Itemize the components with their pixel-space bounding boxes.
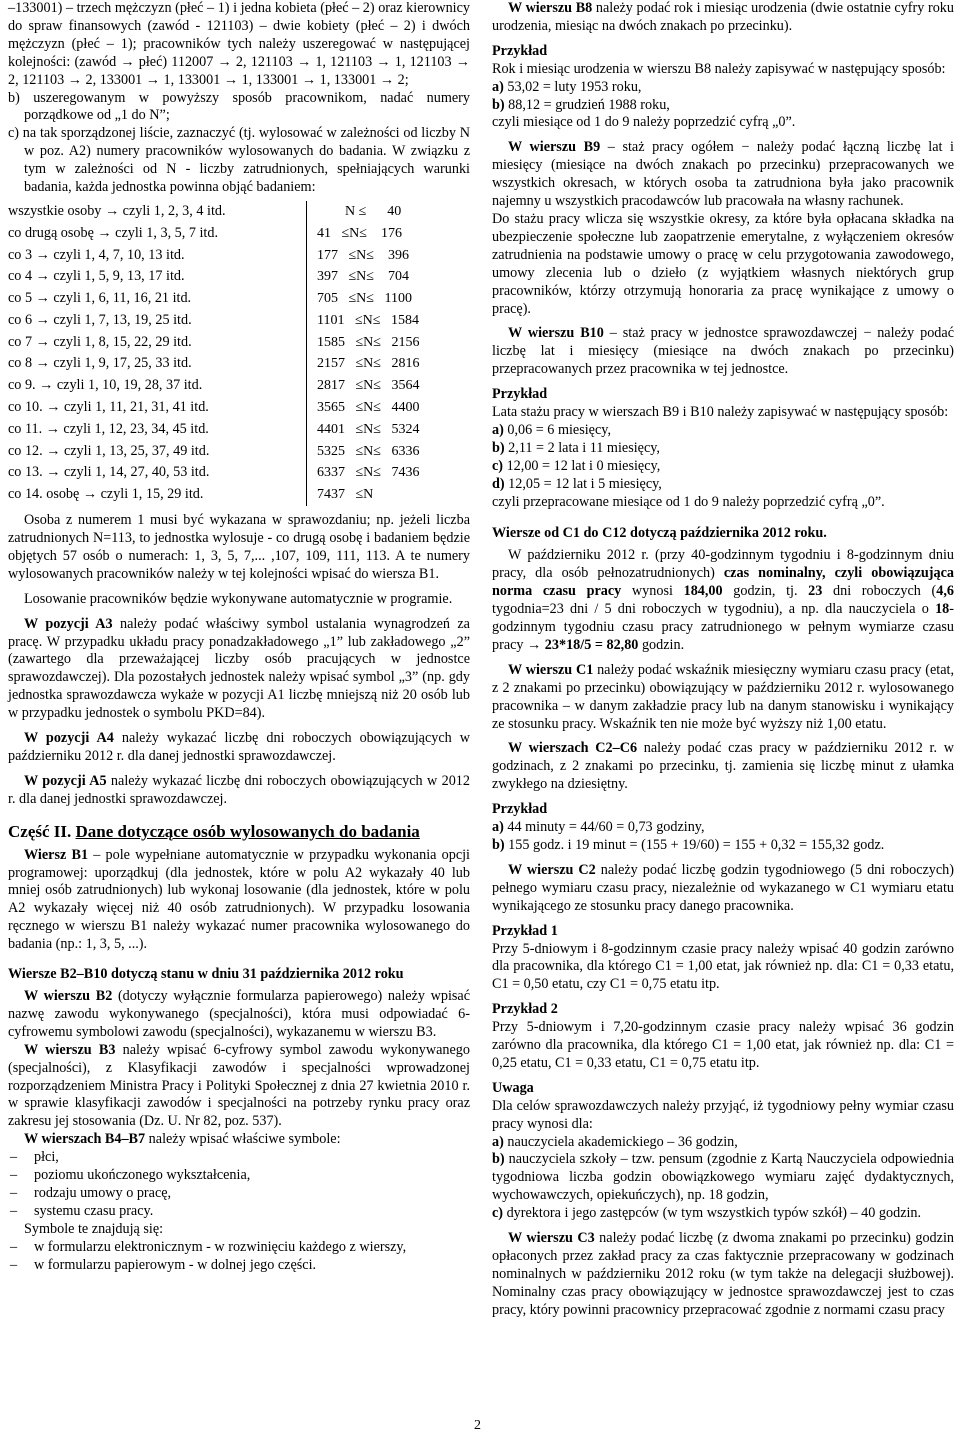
b10-example-list xyxy=(492,422,954,494)
c-intro xyxy=(492,547,954,654)
c2c6-example-b-text: 155 godz. i 19 minut = (155 + 19/60) = 155 + 0,32 = 155,32 godz. xyxy=(504,836,885,853)
c3-paragraph xyxy=(492,1230,954,1320)
item-c: c) na tak sporządzonej liście, zaznaczyć (tj. wylosować w zależności od liczby N w poz. A2) numery pracowników wylosowanych do badania. W związku z tym w zależności od N - liczby zatrudnionych, spełniających warunki badania, każda jednostka powinna objąć badaniem: xyxy=(8,125,470,196)
pos-a3-text: należy podać właściwy symbol ustalania wynagrodzeń za pracę. W przypadku układu pracy ponadzakładowego „1” lub zakładowego „2” (zawartego dla przeważającej liczby osób pracujących w jednostce sprawozdawczej). Dla pozostałych jednostek należy wpisać symbol „3” (np. gdy jednostka sprawozdawcza wykaże w pozycji A1 liczbę mniejszą niż 20 osób lub w przypadku jednostek o symbolu PKD=84). xyxy=(8,615,470,722)
b9-paragraph xyxy=(492,139,954,211)
pos-a4-paragraph xyxy=(8,730,470,766)
c-intro-j: 18 xyxy=(935,601,950,618)
list-item-text: 2,11 = 2 lata i 11 miesięcy, xyxy=(504,439,660,456)
b9-paragraph-2: Do stażu pracy wlicza się wszystkie okresy, za które była opłacana składka na ubezpieczenie społeczne lub zaopatrzenie emerytalne, z wyłączeniem okresów zatrudnienia na podstawie umowy o pracę w celu przygotowania zawodowego, umowy zlecenia lub o dzieło (z wyjątkiem własnych niektórych grup pracowników, którzy otrzymują honoraria za pracę wynikające z umowy o pracę). xyxy=(492,210,954,317)
b3-label: W wierszu B3 xyxy=(24,1041,116,1058)
right-column xyxy=(492,0,954,1320)
employee-count-range: 5325 ≤N≤ 6336 xyxy=(307,441,467,463)
intro-paragraph: –133001) – trzech mężczyzn (płeć – 1) i jedna kobieta (płeć – 2) oraz kierownicy do spraw finansowych (zawód - 121103) – dwie kobiety (płeć – 2) i dwóch mężczyzn (płeć – 1); pracowników tych należy uszeregować w następującej kolejności: (zawód → płeć) 112007 → 2, 121103 → 1, 121103 → 1, 121103 → 2, 121103 → 2, 133001 → 1, 133001 → 1, 133001 → 1, 133001 → 2; xyxy=(8,0,470,88)
b4b7-paragraph xyxy=(8,1131,470,1149)
employee-count-range: 397 ≤N≤ 704 xyxy=(307,266,467,288)
b4b7-text: należy wpisać właściwe symbole: xyxy=(145,1131,341,1148)
b10-label: W wierszu B10 xyxy=(508,325,604,342)
note-b-label: b) xyxy=(492,1151,505,1168)
c2c6-example-a-label: a) xyxy=(492,819,504,836)
list-item xyxy=(492,440,954,458)
list-item-text: 12,00 = 12 lat i 0 miesięcy, xyxy=(503,457,661,474)
c2c6-example-b xyxy=(492,837,954,855)
list-item: – w formularzu elektronicznym - w rozwinięciu każdego z wierszy, xyxy=(8,1239,470,1257)
b2b10-heading: Wiersze B2–B10 dotyczą stanu w dniu 31 października 2012 roku xyxy=(8,966,404,983)
b8-example-b xyxy=(492,97,954,115)
page-number: 2 xyxy=(474,1418,481,1433)
table-row xyxy=(8,375,466,397)
sampling-rule: wszystkie osoby → czyli 1, 2, 3, 4 itd. xyxy=(8,202,226,219)
pos-a4-label: W pozycji A4 xyxy=(24,730,114,747)
c3-text: należy podać liczbę (z dwoma znakami po przecinku) godzin opłaconych przez zakład pracy za czas faktycznie przepracowany w godzinach nominalnych w październiku 2012 roku (w tym także na delegacji służbowej). Nominalny czas pracy obowiązujący w jednostce sprawozdawczej jest to czas pracy, który powinni pracownicy przepracować zgodnie z normami czasu pracy xyxy=(492,1230,954,1318)
table-row xyxy=(8,484,466,506)
c2-text: należy podać liczbę godzin tygodniowego (5 dni roboczych) pełnego wymiaru czasu pracy, niezależnie od wykazanego w C1 wymiaru etatu wynikającego ze stosunku pracy danego pracownika. xyxy=(492,861,954,914)
list-item: – rodzaju umowy o pracę, xyxy=(8,1185,470,1203)
pos-a5-text: należy wykazać liczbę dni roboczych obowiązujących w 2012 r. dla danej jednostki sprawozdawczej. xyxy=(8,772,470,807)
c-intro-b: czas nominalny, czyli obowiązująca norma czasu pracy xyxy=(492,565,954,600)
pos-a5-paragraph xyxy=(8,773,470,809)
b9-text: – staż pracy ogółem − należy podać łączną liczbę lat i miesięcy (miesiące na dwóch znakach po przecinku) przepracowanych we wszystkich okresach, w których osoba ta zatrudniona była jako pracownik najemny u wszystkich pracodawców lub pracowała na własny rachunek. xyxy=(492,139,955,210)
b10-paragraph xyxy=(492,325,954,379)
note-a-text: nauczyciela akademickiego – 36 godzin, xyxy=(503,1133,738,1150)
list-item: – w formularzu papierowym - w dolnej jego części. xyxy=(8,1257,470,1275)
list-item: – płci, xyxy=(8,1149,470,1167)
employee-count-range: 7437 ≤N xyxy=(307,484,467,506)
c2c6-example-a xyxy=(492,819,954,837)
c1-paragraph xyxy=(492,662,954,734)
c2c6-example-label: Przykład xyxy=(492,801,548,818)
list-item-label: d) xyxy=(492,475,505,492)
c-intro-m: godzin. xyxy=(638,636,685,653)
example-2-text: Przy 5-dniowym i 7,20-godzinnym czasie pracy należy wpisać 36 godzin zarówno dla pracownika, dla którego C1 = 1,00 etat, jak również np. dla: C1 = 0,25 etatu, C1 = 0,33 etatu, C1 = 0,75 etatu itp. xyxy=(492,1019,954,1071)
part2-prefix: Część II. xyxy=(8,821,72,841)
sampling-rule: co 14. osobę → czyli 1, 15, 29 itd. xyxy=(8,486,204,503)
employee-count-range: 3565 ≤N≤ 4400 xyxy=(307,397,467,419)
sampling-rule: co drugą osobę → czyli 1, 3, 5, 7 itd. xyxy=(8,224,219,241)
b8-example-b-text: 88,12 = grudzień 1988 roku, xyxy=(504,96,670,113)
list-item: – poziomu ukończonego wykształcenia, xyxy=(8,1167,470,1185)
c1-label: W wierszu C1 xyxy=(508,661,594,678)
c2c6-label: W wierszach C2–C6 xyxy=(508,740,638,757)
sampling-rule: co 3 → czyli 1, 4, 7, 10, 13 itd. xyxy=(8,246,185,263)
list-item xyxy=(492,422,954,440)
b2-text: (dotyczy wyłącznie formularza papierowego) należy wpisać nazwę zawodu wykonywanego (specjalności), która musi odpowiadać 6-cyfrowemu symbolowi zawodu (specjalności), wykazanemu w wierszu B3. xyxy=(8,987,470,1040)
b4b7-list xyxy=(8,1149,470,1221)
table-row xyxy=(8,463,466,485)
c2-label: W wierszu C2 xyxy=(508,861,596,878)
sampling-rule: co 7 → czyli 1, 8, 15, 22, 29 itd. xyxy=(8,333,192,350)
employee-count-range: 705 ≤N≤ 1100 xyxy=(307,288,467,310)
sampling-rule: co 4 → czyli 1, 5, 9, 13, 17 itd. xyxy=(8,268,185,285)
after-table-paragraph: Osoba z numerem 1 musi być wykazana w sprawozdaniu; np. jeżeli liczba zatrudnionych N=113, to jednostka wylosuje - co drugą osobę i badaniem będzie objętych 57 osób o numerach: 1, 3, 5, 7,... ,107, 109, 111, 113. A te numery wylosowanych pracowników należy w tej kolejności wpisać do wiersza B1. xyxy=(8,512,470,582)
b8-example-b-label: b) xyxy=(492,96,505,113)
table-row xyxy=(8,441,466,463)
employee-count-range: 6337 ≤N≤ 7436 xyxy=(307,463,467,485)
c-intro-c: wynosi xyxy=(621,583,684,600)
example-1-text: Przy 5-dniowym i 8-godzinnym czasie pracy należy wpisać 40 godzin zarówno dla pracownika, dla którego C1 = 1,00 etat, jak również np. dla: C1 = 0,33 etatu, C1 = 0,50 etatu, czy C1 = 0,75 etatu itp. xyxy=(492,940,954,993)
pos-a3-paragraph xyxy=(8,616,470,723)
part2-heading xyxy=(8,823,470,841)
b3-text: należy wpisać 6-cyfrowy symbol zawodu wykonywanego (specjalności), z Klasyfikacji zawodów i specjalności wprowadzonej rozporządzeniem Ministra Pracy i Polityki Społecznej z dnia 27 kwietnia 2010 r. w sprawie klasyfikacji zawodów i specjalności na potrzeby rynku pracy oraz zakresu jej stosowania (Dz. U. Nr 82, poz. 537). xyxy=(8,1041,470,1130)
list-item xyxy=(492,476,954,494)
c-intro-k: -godzinnym tygodniu czasu pracy zatrudnionego w pełnym wymiarze czasu pracy → xyxy=(492,601,954,653)
note-a-label: a) xyxy=(492,1133,504,1150)
c-intro-f: 23 xyxy=(808,583,823,600)
b10-example-note: czyli przepracowane miesiące od 1 do 9 należy poprzedzić cyfrą „0”. xyxy=(492,493,885,510)
sampling-rule: co 5 → czyli 1, 6, 11, 16, 21 itd. xyxy=(8,290,192,307)
employee-count-range: 1585 ≤N≤ 2156 xyxy=(307,332,467,354)
losowanie-paragraph: Losowanie pracowników będzie wykonywane automatycznie w programie. xyxy=(24,590,453,607)
employee-count-range: 4401 ≤N≤ 5324 xyxy=(307,419,467,441)
b3-paragraph xyxy=(8,1042,470,1132)
example-1-label: Przykład 1 xyxy=(492,922,558,939)
c-intro-l: 23*18/5 = 82,80 xyxy=(544,636,639,653)
b8-text: należy podać rok i miesiąc urodzenia (dwie ostatnie cyfry roku urodzenia, miesiąc na dwóch znakach po przecinku). xyxy=(492,0,954,34)
b10-example-label: Przykład xyxy=(492,386,548,403)
b1-label: Wiersz B1 xyxy=(24,846,89,863)
c-intro-h: 4,6 xyxy=(936,583,954,600)
b2-paragraph xyxy=(8,988,470,1042)
b1-text: – pole wypełniane automatycznie w przypadku wykonania opcji programowej: uporządkuj (dla jednostek, które w polu A2 wykazały 40 lub mniej osób zatrudnionych) lub wykonaj losowanie (dla jednostek, które w polu A2 wykazały więcej niż 40 osób zatrudnionych). W przypadku losowania ręcznego w wierszu B1 należy wykazać numer pracownika wylosowanego do badania (np.: 1, 3, 5, ...). xyxy=(8,846,470,953)
sampling-table xyxy=(8,201,466,506)
part2-title: Dane dotyczące osób wylosowanych do badania xyxy=(75,821,420,841)
employee-count-range: 41 ≤N≤ 176 xyxy=(307,223,467,245)
employee-count-range: 177 ≤N≤ 396 xyxy=(307,245,467,267)
example-2-label: Przykład 2 xyxy=(492,1001,558,1018)
note-a xyxy=(492,1134,954,1152)
b8-example-a xyxy=(492,79,954,97)
table-row xyxy=(8,266,466,288)
b4b7-label: W wierszach B4–B7 xyxy=(24,1131,146,1148)
note-text: Dla celów sprawozdawczych należy przyjąć, iż tygodniowy pełny wymiar czasu pracy wynosi dla: xyxy=(492,1097,954,1132)
sampling-rule: co 9. → czyli 1, 10, 19, 28, 37 itd. xyxy=(8,377,203,394)
c3-label: W wierszu C3 xyxy=(508,1230,595,1247)
c2-paragraph xyxy=(492,862,954,916)
pos-a5-label: W pozycji A5 xyxy=(24,772,107,789)
b8-paragraph xyxy=(492,0,954,36)
b8-example-label: Przykład xyxy=(492,42,548,59)
employee-count-range: 2157 ≤N≤ 2816 xyxy=(307,354,467,376)
c-intro-a: W październiku 2012 r. (przy 40-godzinnym tygodniu i 8-godzinnym dniu pracy, dla osób pełnozatrudnionych) xyxy=(492,547,954,582)
table-row xyxy=(8,201,466,223)
sampling-rule: co 6 → czyli 1, 7, 13, 19, 25 itd. xyxy=(8,311,192,328)
note-b xyxy=(492,1151,954,1205)
c2c6-example-b-label: b) xyxy=(492,836,505,853)
sampling-rule: co 13. → czyli 1, 14, 27, 40, 53 itd. xyxy=(8,464,210,481)
employee-count-range: N ≤ 40 xyxy=(307,201,467,223)
b8-example-a-label: a) xyxy=(492,78,504,95)
b1-paragraph xyxy=(8,847,470,954)
sampling-rule: co 11. → czyli 1, 12, 23, 34, 45 itd. xyxy=(8,420,209,437)
note-c-label: c) xyxy=(492,1205,504,1222)
note-c xyxy=(492,1205,954,1223)
item-b: b) uszeregowanym w powyższy sposób pracownikom, nadać numery porządkowe od „1 do N”; xyxy=(8,89,470,124)
list-item-label: b) xyxy=(492,439,505,456)
b2-label: W wierszu B2 xyxy=(24,987,113,1004)
b10-text: – staż pracy w jednostce sprawozdawczej − należy podać liczbę lat i miesięcy (miesiące na dwóch znakach po przecinku) przepracowanych przez pracownika w tej jednostce. xyxy=(492,325,954,378)
table-row xyxy=(8,245,466,267)
c1-text: należy podać wskaźnik miesięczny wymiaru czasu pracy (etat, z 2 znakami po przecinku) obowiązujący w październiku 2012 r. wylosowanego pracownika – w danym zakładzie pracy lub na danym stanowisku i wynikający ze stosunku pracy. Wskaźnik ten nie może być wyższy niż 1,00 etatu. xyxy=(492,661,954,732)
c2c6-text: należy podać czas pracy w październiku 2012 r. w godzinach, z 2 znakami po przecinku, tj. zamienia się liczbę minut z ułamka zwykłego na dziesiętny. xyxy=(492,740,955,793)
list-item-text: 12,05 = 12 lat i 5 miesięcy, xyxy=(504,475,662,492)
sampling-rule: co 12. → czyli 1, 13, 25, 37, 49 itd. xyxy=(8,442,210,459)
list-item xyxy=(492,458,954,476)
c-heading: Wiersze od C1 do C12 dotyczą października 2012 roku. xyxy=(492,525,827,542)
c-intro-e: godzin, tj. xyxy=(722,583,809,600)
note-c-text: dyrektora i jego zastępców (w tym wszystkich typów szkół) – 40 godzin. xyxy=(503,1205,922,1222)
c-intro-i: tygodnia=23 dni / 5 dni roboczych w tygodniu), a np. dla nauczyciela o xyxy=(492,601,936,618)
table-row xyxy=(8,310,466,332)
table-row xyxy=(8,397,466,419)
note-label: Uwaga xyxy=(492,1079,534,1096)
symbols-list xyxy=(8,1239,470,1275)
employee-count-range: 1101 ≤N≤ 1584 xyxy=(307,310,467,332)
c-intro-d: 184,00 xyxy=(683,583,723,600)
b8-label: W wierszu B8 xyxy=(508,0,593,16)
table-row xyxy=(8,354,466,376)
c2c6-example-a-text: 44 minuty = 44/60 = 0,73 godziny, xyxy=(503,819,705,836)
b8-example-note: czyli miesiące od 1 do 9 należy poprzedzić cyfrą „0”. xyxy=(492,114,796,131)
c2c6-paragraph xyxy=(492,740,954,794)
sampling-rule: co 10. → czyli 1, 11, 21, 31, 41 itd. xyxy=(8,399,209,416)
list-item-label: c) xyxy=(492,457,504,474)
b8-example-a-text: 53,02 = luty 1953 roku, xyxy=(503,78,642,95)
table-row xyxy=(8,419,466,441)
list-item-label: a) xyxy=(492,421,504,438)
b8-example-intro: Rok i miesiąc urodzenia w wierszu B8 należy zapisywać w następujący sposób: xyxy=(492,60,946,77)
sampling-rule: co 8 → czyli 1, 9, 17, 25, 33 itd. xyxy=(8,355,192,372)
b9-label: W wierszu B9 xyxy=(508,139,601,156)
left-column xyxy=(8,0,470,1274)
pos-a3-label: W pozycji A3 xyxy=(24,615,113,632)
note-b-text: nauczyciela szkoły – tzw. pensum (zgodnie z Kartą Nauczyciela odpowiednia tygodniowa liczba godzin obowiązkowego wymiaru zajęć dydaktycznych, wychowawczych, opiekuńczych), np. 18 godzin, xyxy=(492,1151,954,1204)
table-row xyxy=(8,288,466,310)
c-intro-g: dni roboczych ( xyxy=(822,583,937,600)
table-row xyxy=(8,332,466,354)
table-row xyxy=(8,223,466,245)
list-item-text: 0,06 = 6 miesięcy, xyxy=(503,421,611,438)
employee-count-range: 2817 ≤N≤ 3564 xyxy=(307,375,467,397)
symbols-intro: Symbole te znajdują się: xyxy=(24,1220,164,1237)
sampling-table-body xyxy=(8,201,466,506)
pos-a4-text: należy wykazać liczbę dni roboczych obowiązujących w październiku 2012 r. dla danej jednostki sprawozdawczej. xyxy=(8,730,471,764)
list-item: – systemu czasu pracy. xyxy=(8,1203,470,1221)
b10-example-intro: Lata stażu pracy w wierszach B9 i B10 należy zapisywać w następujący sposób: xyxy=(492,404,949,421)
